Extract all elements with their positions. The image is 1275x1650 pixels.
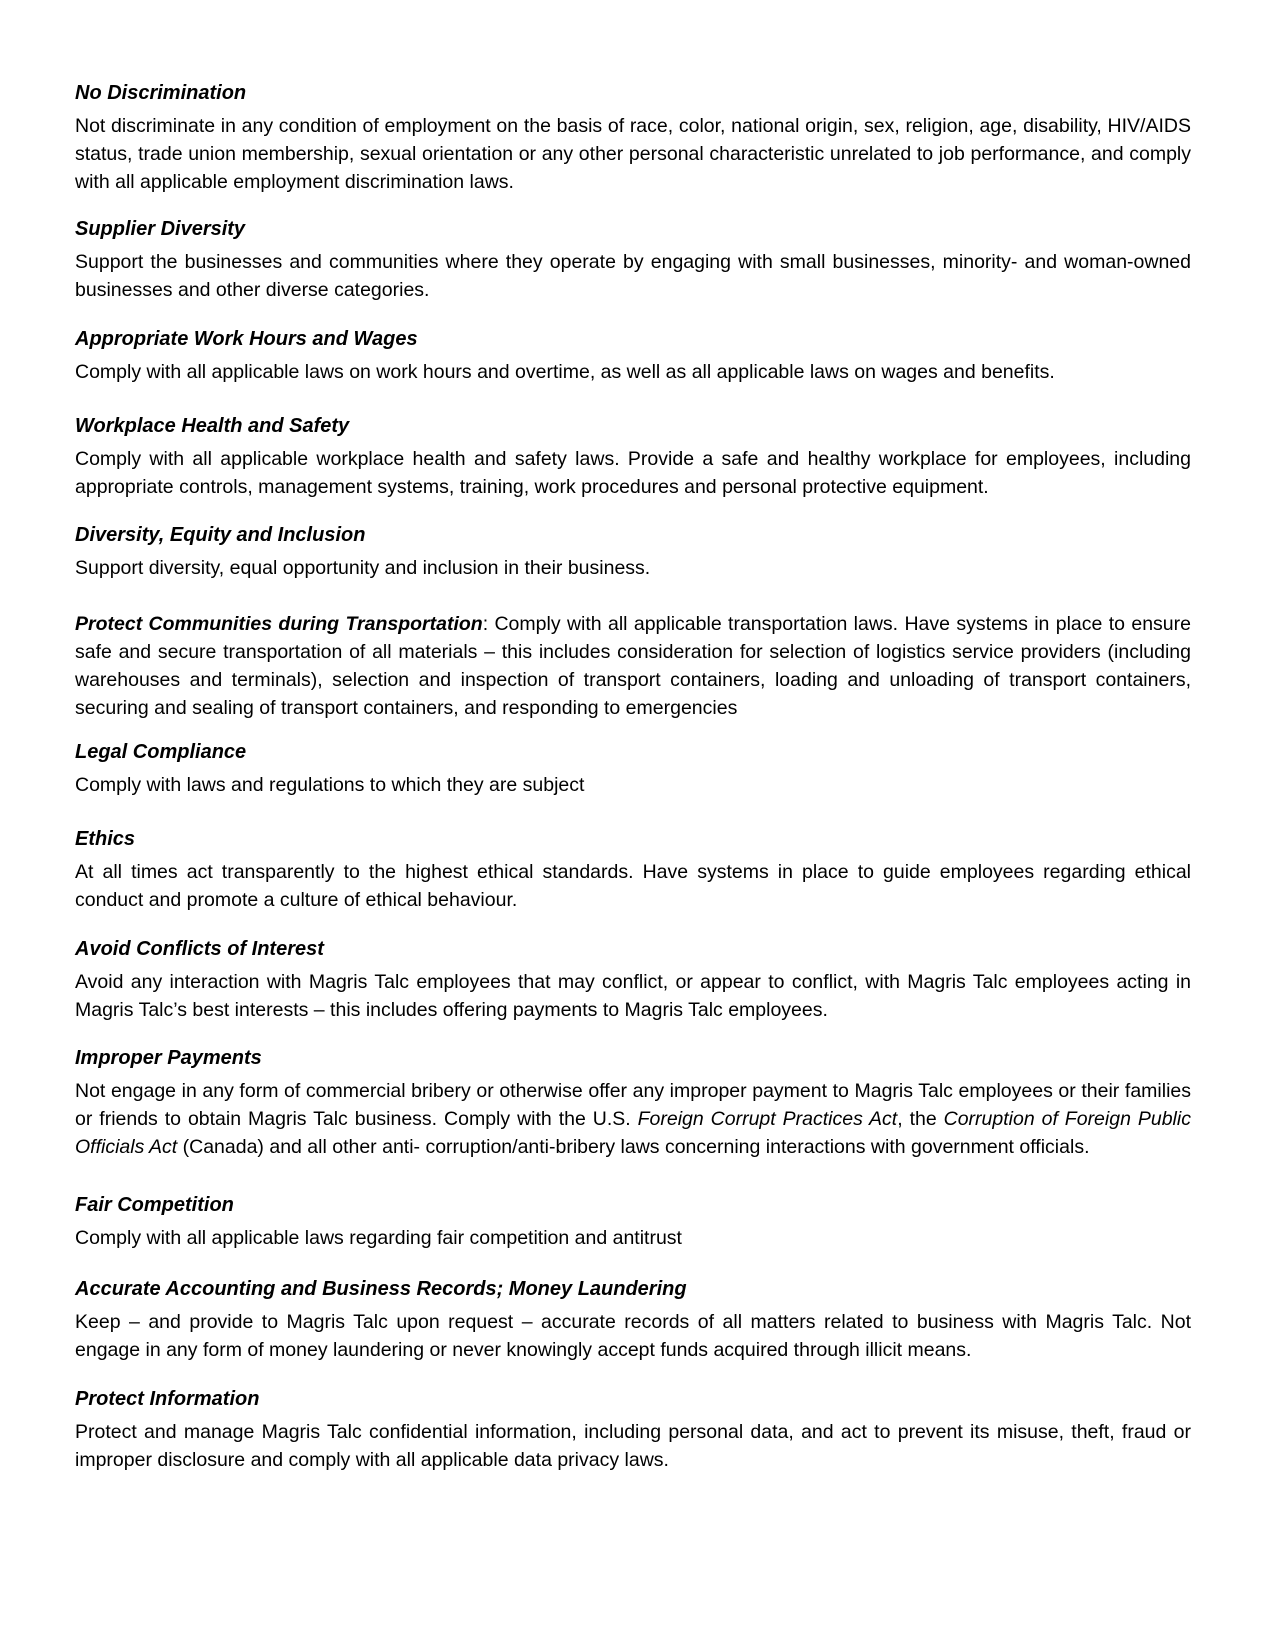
section-heading: Appropriate Work Hours and Wages [75,328,418,350]
section-body: Keep – and provide to Magris Talc upon request – accurate records of all matters related to business with Magris Talc. Not engage in any form of money laundering or never knowingly accept funds acquired through illicit means. [75,1311,1191,1361]
section-body: Comply with laws and regulations to which they are subject [75,774,585,796]
section-heading: No Discrimination [75,82,247,104]
section-body: Support diversity, equal opportunity and inclusion in their business. [75,557,651,579]
section-heading: Diversity, Equity and Inclusion [75,524,366,546]
section-body-text: : Comply with all applicable transportation laws. Have systems in place to ensure safe and secure transportation of all materials – this includes consideration for selection of logistics service providers (including warehouses and terminals), selection and inspection of transport containers, loading and unloading of transport containers, securing and sealing of transport containers, and responding to emergencies [75,613,1191,719]
body-text: Not engage in any form of commercial bribery or otherwise offer any improper payment to Magris Talc employees or their families or friends to obtain Magris Talc business. Comply with the U.S. [75,1080,1191,1130]
section-heading: Protect Information [75,1388,260,1410]
section-no-discrimination [75,81,1191,196]
section-body: Support the businesses and communities where they operate by engaging with small businesses, minority- and woman-owned businesses and other diverse categories. [75,251,1191,301]
section-body: Not discriminate in any condition of employment on the basis of race, color, national origin, sex, religion, age, disability, HIV/AIDS status, trade union membership, sexual orientation or any other personal characteristic unrelated to job performance, and comply with all applicable employment discrimination laws. [75,115,1191,193]
section-heading: Protect Communities during Transportation [75,613,483,635]
section-conflicts-of-interest [75,937,1191,1024]
section-body: Avoid any interaction with Magris Talc employees that may conflict, or appear to conflict, with Magris Talc employees acting in Magris Talc’s best interests – this includes offering payments to Magris Talc employees. [75,971,1191,1021]
act-name: Foreign Corrupt Practices Act [637,1108,898,1130]
body-text: , the [897,1108,944,1130]
section-improper-payments [75,1046,1191,1161]
section-heading: Accurate Accounting and Business Records; Money Laundering [75,1278,687,1300]
section-ethics [75,827,1191,914]
section-heading: Avoid Conflicts of Interest [75,938,324,960]
section-body [75,610,1191,722]
section-heading: Ethics [75,828,136,850]
section-heading: Legal Compliance [75,741,247,763]
section-body: Comply with all applicable workplace health and safety laws. Provide a safe and healthy workplace for employees, including appropriate controls, management systems, training, work procedures and personal protective equipment. [75,448,1191,498]
section-transportation [75,610,1191,722]
section-supplier-diversity [75,217,1191,304]
section-accounting-records [75,1277,1191,1364]
section-work-hours-wages [75,327,1191,386]
section-body: At all times act transparently to the highest ethical standards. Have systems in place to guide employees regarding ethical conduct and promote a culture of ethical behaviour. [75,861,1191,911]
section-heading: Supplier Diversity [75,218,246,240]
section-body: Comply with all applicable laws regarding fair competition and antitrust [75,1227,682,1249]
section-legal-compliance [75,740,1191,799]
act-name: Corruption of Foreign Public Officials Act [75,1108,1191,1158]
section-body: Comply with all applicable laws on work hours and overtime, as well as all applicable laws on wages and benefits. [75,361,1055,383]
section-fair-competition [75,1193,1191,1252]
body-text: (Canada) and all other anti- corruption/anti-bribery laws concerning interactions with government officials. [177,1136,1090,1158]
section-heading: Improper Payments [75,1047,262,1069]
section-protect-information [75,1387,1191,1474]
section-body: Protect and manage Magris Talc confidential information, including personal data, and act to prevent its misuse, theft, fraud or improper disclosure and comply with all applicable data privacy laws. [75,1421,1191,1471]
section-heading: Workplace Health and Safety [75,415,350,437]
section-health-safety [75,414,1191,501]
section-diversity-equity-inclusion [75,523,1191,582]
section-body [75,1077,1191,1161]
section-heading: Fair Competition [75,1194,234,1216]
